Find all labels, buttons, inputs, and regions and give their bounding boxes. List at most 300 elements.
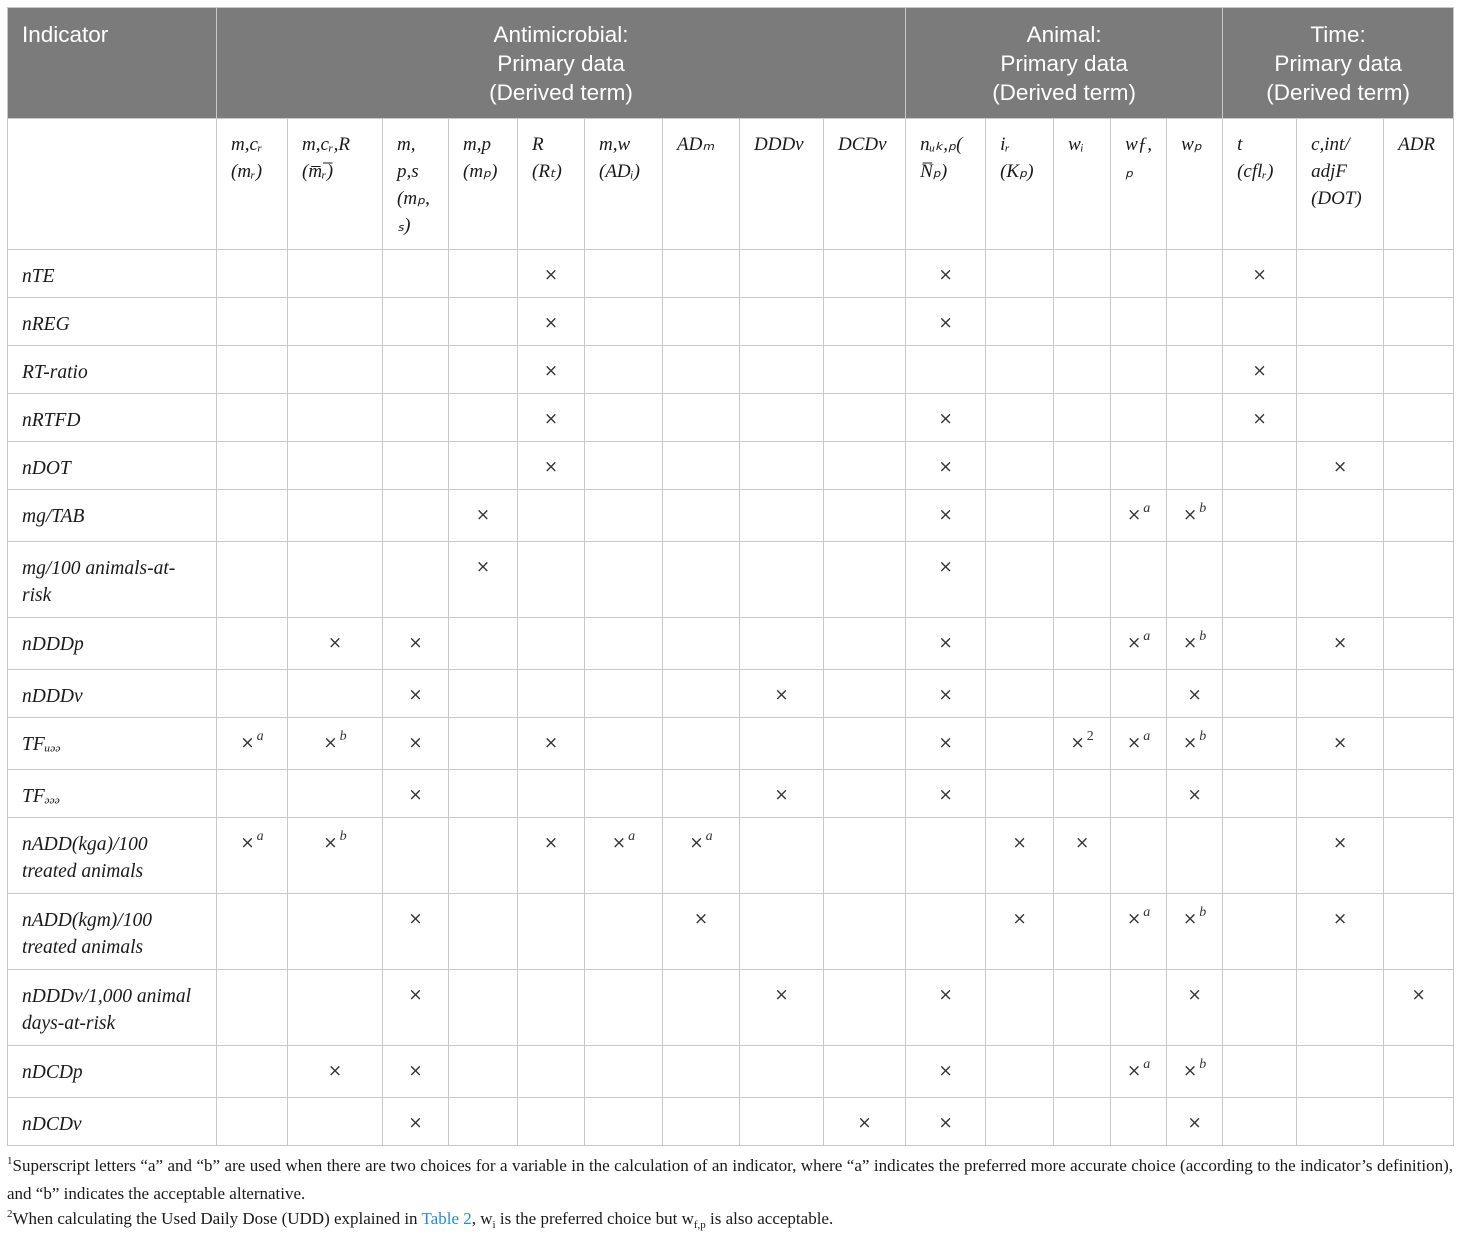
table-cell [740, 770, 824, 818]
cross-mark-icon: × [938, 733, 953, 753]
table-cell [663, 298, 740, 346]
table-cell [449, 346, 518, 394]
table-cell [986, 718, 1054, 770]
table-cell [663, 970, 740, 1046]
table-cell [986, 894, 1054, 970]
table-cell [585, 1098, 663, 1146]
table-cell [1384, 542, 1454, 618]
mark-superscript: a [256, 729, 264, 744]
table-cell [1297, 670, 1384, 718]
cross-mark-icon: × [1182, 633, 1198, 653]
cross-mark-icon: × [938, 1113, 953, 1133]
cross-mark-icon: × [1126, 505, 1142, 525]
table-cell [1384, 770, 1454, 818]
cross-mark-icon: × [774, 685, 789, 705]
table-cell [740, 1098, 824, 1146]
table-cell [383, 1046, 449, 1098]
table-cell [663, 442, 740, 490]
table-cell [1297, 490, 1384, 542]
table-cell [1297, 894, 1384, 970]
indicator-name: nREG [8, 298, 217, 346]
table-cell [1167, 1046, 1223, 1098]
table-cell [906, 1098, 986, 1146]
table-cell [585, 894, 663, 970]
variable-header: m, p,s (mₚ, ₛ) [383, 119, 449, 250]
table-cell [217, 250, 288, 298]
cross-mark-icon: × [1332, 733, 1348, 753]
table-cell [1111, 970, 1167, 1046]
variable-header-row [8, 119, 1454, 250]
cross-mark-icon: × [408, 1061, 423, 1081]
table-cell [288, 298, 383, 346]
table-cell [585, 618, 663, 670]
table-row [8, 250, 1454, 298]
table-cell [824, 718, 906, 770]
cross-mark-icon: × [1187, 985, 1202, 1005]
indicator-name: nDOT [8, 442, 217, 490]
table-cell [1223, 298, 1297, 346]
table-cell [1054, 346, 1111, 394]
table-cell [663, 346, 740, 394]
table-cell [906, 542, 986, 618]
mark-superscript: a [705, 829, 713, 844]
cross-mark-icon: × [408, 909, 423, 929]
table-cell [585, 250, 663, 298]
table-cell [1111, 894, 1167, 970]
indicator-table [7, 7, 1454, 1146]
table-cell [1111, 718, 1167, 770]
table-cell [217, 818, 288, 894]
table-cell [986, 298, 1054, 346]
table-cell [1223, 894, 1297, 970]
table-cell [1223, 1046, 1297, 1098]
cross-mark-icon: × [1187, 785, 1202, 805]
table-cell [1384, 718, 1454, 770]
table-cell [1297, 970, 1384, 1046]
table-row [8, 1046, 1454, 1098]
table-cell [1223, 818, 1297, 894]
table-cell [824, 442, 906, 490]
indicator-name: mg/TAB [8, 490, 217, 542]
table-cell [288, 970, 383, 1046]
table-cell [288, 818, 383, 894]
table-cell [1297, 542, 1384, 618]
table-cell [383, 670, 449, 718]
table-cell [288, 770, 383, 818]
indicator-name: TFᵤₔₔ [8, 718, 217, 770]
table-cell [383, 542, 449, 618]
table-cell [740, 542, 824, 618]
table-cell [1054, 818, 1111, 894]
cross-mark-icon: × [408, 985, 423, 1005]
table-cell [663, 818, 740, 894]
table-cell [383, 298, 449, 346]
table-cell [824, 542, 906, 618]
table-cell [217, 718, 288, 770]
table-cell [824, 1098, 906, 1146]
table-cell [1384, 298, 1454, 346]
table-cell [217, 618, 288, 670]
table-cell [383, 250, 449, 298]
indicator-name: nADD(kgm)/100 treated animals [8, 894, 217, 970]
table-cell [518, 542, 585, 618]
table-cell [383, 770, 449, 818]
table-cell [1384, 970, 1454, 1046]
table-row [8, 542, 1454, 618]
table-cell [740, 442, 824, 490]
table-cell [518, 670, 585, 718]
table-row [8, 394, 1454, 442]
footnote-1: $^1$Superscript letters “a” and “b” are used when there are two choices for a variable in the calculation of an indicator, where “a” indicates the preferred more accurate choice (according to the indicator’s definition), and “b” indicates the acceptable alternative. [7, 1155, 1453, 1203]
table-row [8, 770, 1454, 818]
table-cell [383, 618, 449, 670]
variable-header: m,w (ADᵢ) [585, 119, 663, 250]
table-cell [1111, 298, 1167, 346]
indicator-name: nDCDv [8, 1098, 217, 1146]
cross-mark-icon: × [408, 785, 423, 805]
table-cell [288, 670, 383, 718]
table-cell [449, 250, 518, 298]
table-cell [383, 970, 449, 1046]
cross-mark-icon: × [938, 313, 953, 333]
table-cell [1297, 394, 1384, 442]
table-cell [217, 346, 288, 394]
table-cell [986, 394, 1054, 442]
indicator-name: mg/100 animals-at- risk [8, 542, 217, 618]
cross-mark-icon: × [323, 833, 338, 853]
cross-mark-icon: × [938, 985, 953, 1005]
table-cell [1054, 1098, 1111, 1146]
table-cell [518, 298, 585, 346]
cross-mark-icon: × [327, 633, 343, 653]
table-cell [1223, 346, 1297, 394]
table-cell [217, 442, 288, 490]
cross-mark-icon: × [938, 557, 953, 577]
cross-mark-icon: × [1252, 265, 1267, 285]
table-cell [518, 346, 585, 394]
table-cell [906, 894, 986, 970]
mark-superscript: b [339, 729, 347, 744]
table-cell [663, 394, 740, 442]
table-cell [288, 618, 383, 670]
table-cell [288, 250, 383, 298]
table-cell [383, 394, 449, 442]
table-cell [824, 818, 906, 894]
table-cell [1384, 1046, 1454, 1098]
table-cell [1167, 490, 1223, 542]
table-cell [824, 894, 906, 970]
table-body [8, 250, 1454, 1146]
table-2-link[interactable]: Table 2 [421, 1209, 472, 1228]
table-cell [1223, 250, 1297, 298]
table-cell [1054, 298, 1111, 346]
table-cell [1167, 718, 1223, 770]
table-cell [906, 490, 986, 542]
table-row [8, 1098, 1454, 1146]
table-cell [906, 770, 986, 818]
cross-mark-icon: × [1332, 833, 1348, 853]
cross-mark-icon: × [1126, 733, 1142, 753]
table-row [8, 298, 1454, 346]
table-cell [1167, 442, 1223, 490]
variable-header: wₚ [1167, 119, 1223, 250]
table-cell [1223, 618, 1297, 670]
table-cell [1167, 542, 1223, 618]
table-cell [383, 1098, 449, 1146]
variable-header: ADR [1384, 119, 1454, 250]
table-cell [1111, 346, 1167, 394]
cross-mark-icon: × [938, 409, 953, 429]
table-row [8, 442, 1454, 490]
table-cell [740, 970, 824, 1046]
table-cell [1111, 394, 1167, 442]
table-cell [449, 970, 518, 1046]
table-cell [1223, 490, 1297, 542]
cross-mark-icon: × [938, 1061, 953, 1081]
table-cell [1297, 618, 1384, 670]
table-cell [1297, 346, 1384, 394]
table-cell [1167, 618, 1223, 670]
cross-mark-icon: × [327, 1061, 343, 1081]
indicator-name: nDDDv/1,000 animal days-at-risk [8, 970, 217, 1046]
table-cell [740, 346, 824, 394]
table-cell [585, 542, 663, 618]
table-cell [383, 442, 449, 490]
table-row [8, 818, 1454, 894]
table-cell [585, 818, 663, 894]
table-cell [1111, 442, 1167, 490]
cross-mark-icon: × [693, 909, 709, 929]
table-cell [449, 1046, 518, 1098]
cross-mark-icon: × [938, 265, 953, 285]
cross-mark-icon: × [475, 505, 491, 525]
table-cell [288, 1046, 383, 1098]
table-cell [1167, 1098, 1223, 1146]
cross-mark-icon: × [543, 833, 559, 853]
table-cell [824, 490, 906, 542]
indicator-name: TFₔₔₔ [8, 770, 217, 818]
footnote-2: $^2$When calculating the Used Daily Dose (UDD) explained in Table 2, $w_i$ is the preferred choice but $w_{f,p}$ is also acceptable. [7, 1208, 834, 1231]
table-cell [585, 346, 663, 394]
variable-header: DCDv [824, 119, 906, 250]
cross-mark-icon: × [543, 265, 559, 285]
cross-mark-icon: × [1187, 685, 1202, 705]
cross-mark-icon: × [1332, 633, 1348, 653]
table-cell [906, 818, 986, 894]
table-cell [1297, 770, 1384, 818]
table-cell [740, 670, 824, 718]
table-cell [1223, 542, 1297, 618]
table-cell [1111, 770, 1167, 818]
cross-mark-icon: × [1074, 833, 1090, 853]
table-cell [1297, 298, 1384, 346]
table-cell [288, 1098, 383, 1146]
table-cell [986, 442, 1054, 490]
table-cell [1167, 394, 1223, 442]
table-cell [585, 490, 663, 542]
table-cell [518, 618, 585, 670]
table-cell [1054, 250, 1111, 298]
table-row [8, 346, 1454, 394]
table-cell [986, 1046, 1054, 1098]
cross-mark-icon: × [1332, 909, 1348, 929]
table-cell [449, 670, 518, 718]
table-cell [449, 618, 518, 670]
cross-mark-icon: × [1012, 833, 1027, 853]
indicator-name: nTE [8, 250, 217, 298]
table-cell [1384, 670, 1454, 718]
table-cell [585, 670, 663, 718]
table-cell [1111, 250, 1167, 298]
table-cell [1111, 1098, 1167, 1146]
table-cell [449, 894, 518, 970]
cross-mark-icon: × [1182, 909, 1198, 929]
table-cell [383, 346, 449, 394]
table-cell [518, 490, 585, 542]
table-cell [585, 394, 663, 442]
cross-mark-icon: × [543, 457, 559, 477]
cross-mark-icon: × [689, 833, 704, 853]
table-cell [449, 542, 518, 618]
cross-mark-icon: × [543, 361, 559, 381]
cross-mark-icon: × [323, 733, 338, 753]
table-cell [1167, 346, 1223, 394]
table-cell [1054, 670, 1111, 718]
table-cell [824, 250, 906, 298]
cross-mark-icon: × [938, 785, 953, 805]
table-cell [1384, 346, 1454, 394]
table-cell [217, 770, 288, 818]
table-cell [449, 442, 518, 490]
table-cell [1167, 250, 1223, 298]
table-row [8, 970, 1454, 1046]
table-cell [217, 970, 288, 1046]
variable-header: wᵢ [1054, 119, 1111, 250]
table-cell [906, 1046, 986, 1098]
table-cell [288, 442, 383, 490]
table-cell [1111, 618, 1167, 670]
variable-header: nᵤₖ,ₚ( N̅ₚ) [906, 119, 986, 250]
mark-superscript: b [1199, 1057, 1207, 1072]
table-cell [1384, 1098, 1454, 1146]
table-cell [1384, 490, 1454, 542]
table-cell [288, 894, 383, 970]
table-cell [383, 718, 449, 770]
table-cell [1111, 818, 1167, 894]
table-cell [740, 618, 824, 670]
mark-superscript: b [1199, 729, 1207, 744]
table-cell [986, 618, 1054, 670]
table-cell [663, 670, 740, 718]
table-cell [217, 298, 288, 346]
table-cell [1384, 894, 1454, 970]
table-cell [449, 1098, 518, 1146]
table-cell [518, 394, 585, 442]
table-cell [518, 250, 585, 298]
mark-superscript: a [628, 829, 636, 844]
table-cell [740, 718, 824, 770]
mark-superscript: b [1199, 629, 1207, 644]
variable-header: t (cflᵣ) [1223, 119, 1297, 250]
mark-superscript: a [1143, 905, 1151, 920]
table-cell [1111, 542, 1167, 618]
cross-mark-icon: × [408, 633, 423, 653]
table-cell [906, 670, 986, 718]
table-cell [217, 394, 288, 442]
indicator-subheader-blank [8, 119, 217, 250]
cross-mark-icon: × [475, 557, 491, 577]
table-cell [1054, 894, 1111, 970]
cross-mark-icon: × [1126, 1061, 1142, 1081]
variable-header: R (Rₜ) [518, 119, 585, 250]
table-row [8, 894, 1454, 970]
table-cell [1111, 490, 1167, 542]
table-cell [288, 718, 383, 770]
cross-mark-icon: × [1012, 909, 1027, 929]
table-cell [663, 1046, 740, 1098]
table-cell [986, 542, 1054, 618]
variable-header: c,int/ adjF (DOT) [1297, 119, 1384, 250]
table-cell [824, 770, 906, 818]
table-cell [288, 346, 383, 394]
table-cell [1384, 442, 1454, 490]
cross-mark-icon: × [1070, 733, 1085, 753]
cross-mark-icon: × [240, 733, 255, 753]
cross-mark-icon: × [1126, 633, 1142, 653]
table-cell [1054, 442, 1111, 490]
table-cell [1054, 718, 1111, 770]
table-cell [986, 250, 1054, 298]
table-cell [740, 298, 824, 346]
variable-header: wƒ, ₚ [1111, 119, 1167, 250]
cross-mark-icon: × [1182, 733, 1198, 753]
table-cell [986, 1098, 1054, 1146]
cross-mark-icon: × [1182, 505, 1198, 525]
cross-mark-icon: × [1187, 1113, 1202, 1133]
mark-superscript: 2 [1086, 729, 1094, 744]
table-cell [1167, 894, 1223, 970]
table-cell [906, 618, 986, 670]
table-row [8, 670, 1454, 718]
cross-mark-icon: × [774, 785, 789, 805]
table-cell [663, 250, 740, 298]
table-cell [1054, 490, 1111, 542]
cross-mark-icon: × [408, 733, 423, 753]
cross-mark-icon: × [543, 313, 559, 333]
variable-header: m,p (mₚ) [449, 119, 518, 250]
table-cell [1297, 1098, 1384, 1146]
table-cell [1384, 818, 1454, 894]
table-cell [1223, 1098, 1297, 1146]
table-cell [383, 490, 449, 542]
table-cell [1167, 298, 1223, 346]
table-cell [824, 346, 906, 394]
table-cell [1297, 718, 1384, 770]
cross-mark-icon: × [408, 685, 423, 705]
table-cell [518, 1046, 585, 1098]
table-cell [986, 490, 1054, 542]
mark-superscript: b [1199, 501, 1207, 516]
time-group-header: Time: Primary data (Derived term) [1223, 8, 1454, 119]
group-header-row [8, 8, 1454, 119]
table-cell [217, 1046, 288, 1098]
table-cell [824, 618, 906, 670]
table-cell [1167, 770, 1223, 818]
table-cell [217, 894, 288, 970]
table-cell [383, 894, 449, 970]
cross-mark-icon: × [1182, 1061, 1198, 1081]
table-cell [1223, 442, 1297, 490]
